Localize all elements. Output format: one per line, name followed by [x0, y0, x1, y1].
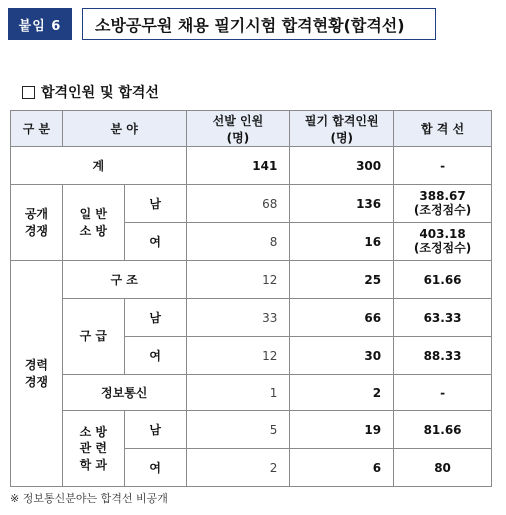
total-label: 계: [11, 147, 187, 185]
open-category: 공개 경쟁: [11, 185, 63, 261]
footnote: ※ 정보통신분야는 합격선 비공개: [10, 492, 168, 505]
first-aid-female-passed: 30: [290, 337, 394, 375]
section-heading: [22, 82, 159, 102]
header-field: 분 야: [62, 111, 186, 147]
first-aid-male-cutoff: 63.33: [394, 299, 492, 337]
fire-dept-male-gender: 남: [124, 411, 186, 449]
fire-dept-female-cutoff: 80: [394, 449, 492, 487]
it-passed: 2: [290, 375, 394, 411]
total-passed: 300: [290, 147, 394, 185]
it-selected: 1: [186, 375, 290, 411]
rescue-selected: 12: [186, 261, 290, 299]
first-aid-label: 구 급: [62, 299, 124, 375]
it-cutoff: -: [394, 375, 492, 411]
it-label: 정보통신: [62, 375, 186, 411]
open-male-cutoff: 388.67 (조정점수): [394, 185, 492, 223]
section-title: 합격인원 및 합격선: [41, 85, 159, 101]
total-selected: 141: [186, 147, 290, 185]
table-row: [11, 375, 492, 411]
open-male-gender: 남: [124, 185, 186, 223]
fire-dept-female-selected: 2: [186, 449, 290, 487]
fire-dept-label: 소 방 관 련 학 과: [62, 411, 124, 487]
open-female-gender: 여: [124, 223, 186, 261]
career-category: 경력 경쟁: [11, 261, 63, 487]
fire-dept-female-passed: 6: [290, 449, 394, 487]
first-aid-female-cutoff: 88.33: [394, 337, 492, 375]
open-male-passed: 136: [290, 185, 394, 223]
fire-dept-male-selected: 5: [186, 411, 290, 449]
fire-dept-female-gender: 여: [124, 449, 186, 487]
fire-dept-male-passed: 19: [290, 411, 394, 449]
attachment-badge: 붙임 6: [8, 8, 72, 40]
table-row: [11, 411, 492, 449]
square-bullet-icon: [22, 86, 35, 99]
page-title: 소방공무원 채용 필기시험 합격현황(합격선): [82, 8, 436, 40]
fire-dept-male-cutoff: 81.66: [394, 411, 492, 449]
table-row: [11, 147, 492, 185]
first-aid-female-selected: 12: [186, 337, 290, 375]
open-female-passed: 16: [290, 223, 394, 261]
first-aid-male-selected: 33: [186, 299, 290, 337]
total-cutoff: -: [394, 147, 492, 185]
rescue-passed: 25: [290, 261, 394, 299]
open-male-selected: 68: [186, 185, 290, 223]
first-aid-female-gender: 여: [124, 337, 186, 375]
header-category: 구 분: [11, 111, 63, 147]
table-header-row: [11, 111, 492, 147]
table-row: [11, 185, 492, 223]
first-aid-male-gender: 남: [124, 299, 186, 337]
open-female-selected: 8: [186, 223, 290, 261]
header-cutoff: 합 격 선: [394, 111, 492, 147]
results-table: [10, 110, 492, 487]
open-subfield: 일 반 소 방: [62, 185, 124, 261]
table-row: [11, 261, 492, 299]
rescue-cutoff: 61.66: [394, 261, 492, 299]
open-female-cutoff: 403.18 (조정점수): [394, 223, 492, 261]
table-row: [11, 299, 492, 337]
rescue-label: 구 조: [62, 261, 186, 299]
header-passed: 필기 합격인원 (명): [290, 111, 394, 147]
header-selected: 선발 인원 (명): [186, 111, 290, 147]
first-aid-male-passed: 66: [290, 299, 394, 337]
